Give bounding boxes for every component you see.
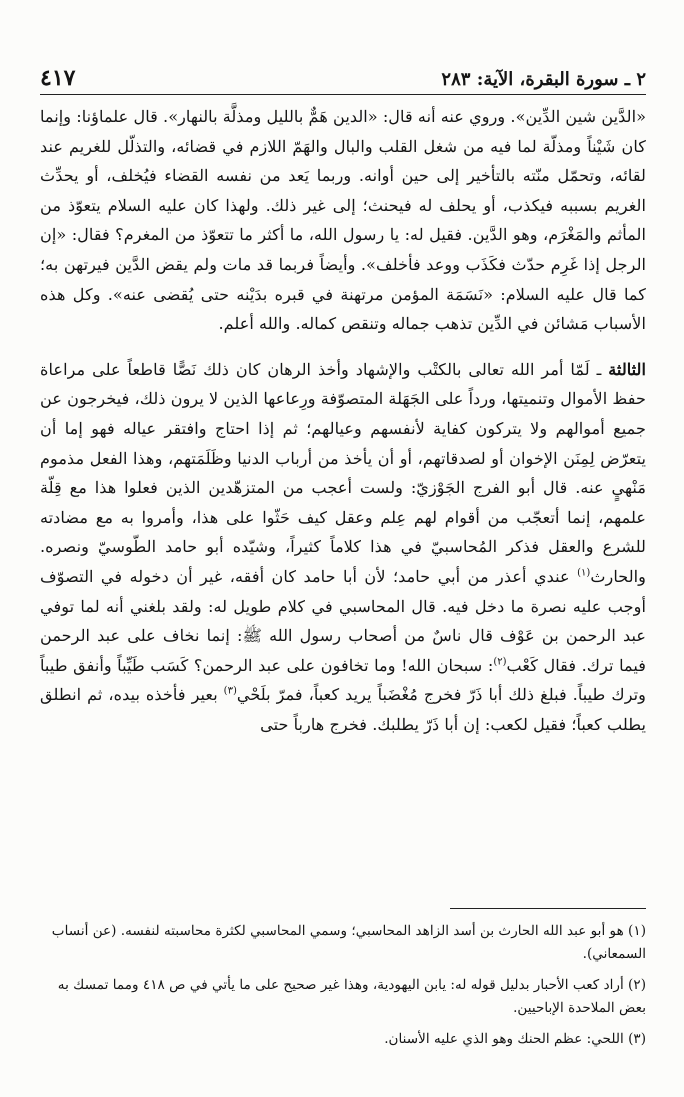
running-title: ٢ ـ سورة البقرة، الآية: ٢٨٣ xyxy=(441,69,646,90)
footnote-ref[interactable]: (٣) xyxy=(223,685,237,697)
paragraph xyxy=(40,355,646,740)
footnote: (٢) أراد كعب الأحبار بدليل قوله له: يابن اليهودية، وهذا غير صحيح على ما يأتي في ص ٤١٨ ومما تمسك به بعض الملاحدة الإباحيين. xyxy=(57,977,646,1016)
footnote-ref[interactable]: (٢) xyxy=(493,656,507,668)
page-header xyxy=(40,56,646,95)
section-heading: الثالثة xyxy=(608,359,646,379)
paragraph: «الدَّين شين الدِّين». وروي عنه أنه قال: «الدين هَمٌّ بالليل ومذلَّة بالنهار». قال علماؤنا: وإنما كان شَيْناً ومذلّة لما فيه من شغل القلب والبال والهَمّ اللازم في قضائه، والتذلّل للغريم عند لقائه، وتحمّل منّته بالتأخير إلى حين أوانه. وربما يَعد من نفسه القضاء فيُخلف، أو يحدِّث الغريم بسببه فيكذب، أو يحلف له فيحنث؛ إلى غير ذلك. ولهذا كان عليه السلام يتعوّذ من المأثم والمَغْرَم، وهو الدَّين. فقيل له: يا رسول الله، ما أكثر ما تتعوّذ من المغرم؟ فقال: «إن الرجل إذا غَرِم حدّث فكَذَب ووعد فأخلف». وأيضاً فربما قد مات ولم يقض الدَّين فيرتهن به؛ كما قال عليه السلام: «نَسَمَة المؤمن مرتهنة في قبره بدَيْنه حتى يُقضى عنه». وكل هذه الأسباب مَشائن في الدِّين تذهب جماله وتنقص كماله. والله أعلم. xyxy=(40,107,646,334)
footnote-ref[interactable]: (١) xyxy=(577,567,591,579)
main-text xyxy=(40,102,646,739)
text-run: عندي أعذر من أبي حامد؛ لأن أبا حامد كان أفقه، غير أن دخوله في التصوّف أوجب عليه نصرة ما دخل فيه. قال المحاسبي في كلام طويل له: ولقد بلغني أنه لما توفي عبد الرحمن بن عَوْف قال ناسٌ من أصحاب رسول الله ﷺ: إنما نخاف على عبد الرحمن فيما ترك. فقال كَعْب xyxy=(40,566,646,675)
text-run: بعير فأخذه بيده، ثم انطلق يطلب كعباً؛ فقيل لكعب: إن أبا ذَرّ يطلبك. فخرج هارباً حتى xyxy=(40,685,646,734)
footnote-divider xyxy=(450,908,646,909)
text-run: : سبحان الله! وما تخافون على عبد الرحمن؟ كَسَب طَيِّباً وأنفق طيباً وترك طيباً. فبلغ ذلك أبا ذَرّ فخرج مُغْضَباً يريد كعباً، فمرّ بلَحْي xyxy=(40,655,646,705)
footnotes xyxy=(40,920,646,1059)
footnote: (٣) اللحي: عظم الحنك وهو الذي عليه الأسنان. xyxy=(384,1031,646,1047)
text-run: ـ لَمّا أمر الله تعالى بالكتْب والإشهاد وأخذ الرهان كان ذلك نَصًّا قاطعاً على مراعاة حفظ الأموال وتنميتها، ورداً على الجَهَلة المتصوّفة ورِعاعها الذين لا يرون ذلك، فيخرجون عن جميع أموالهم ولا يتركون كفاية لأنفسهم وعيالهم؛ ثم إذا احتاج وافتقر عياله فهو إما أن يتعرّض لِمِنَن الإخوان أو لصدقاتهم، أو أن يأخذ من أرباب الدنيا وظَلَمَتهم، وهذا الفعل مذموم مَنْهيٍ عنه. قال أبو الفرج الجَوْزيّ: ولست أعجب من المتزهّدين الذين فعلوا هذا مع قِلّة علمهم، إنما أتعجّب من أقوام لهم عِلم وعقل كيف حَثّوا على هذا، وأمروا به مع مضادته للشرع والعقل فذكر المُحاسبيّ في هذا كلاماً كثيراً، وشيّده أبو حامد الطّوسيّ ونصره. والحارث xyxy=(40,359,646,586)
page-number: ٤١٧ xyxy=(40,65,76,91)
footnote: (١) هو أبو عبد الله الحارث بن أسد الزاهد المحاسبي؛ وسمي المحاسبي لكثرة محاسبته لنفسه. (عن أنساب السمعاني). xyxy=(51,923,646,962)
